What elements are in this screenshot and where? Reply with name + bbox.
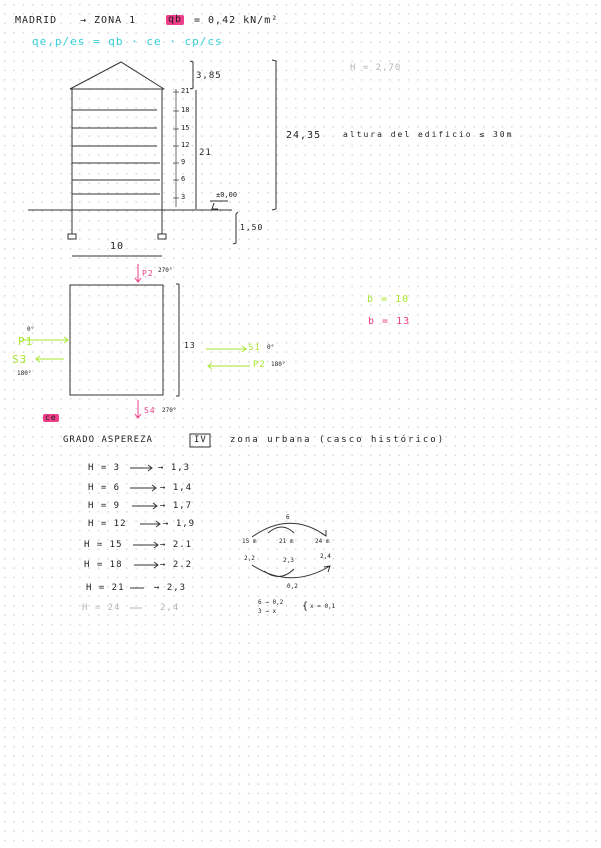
interp-2-4: 2,4 — [320, 553, 331, 560]
s3-arrow — [36, 356, 64, 362]
storey-mark-18: 18 — [181, 106, 190, 114]
interp-21m: 21 m — [279, 538, 294, 545]
interp-15m: 15 m — [242, 538, 257, 545]
pa-arrow — [208, 363, 250, 369]
roof-outline — [70, 62, 164, 89]
pa-label: P2 — [253, 360, 266, 370]
p2-label: P2 — [142, 269, 154, 278]
ce-row-v-3: → 1,3 — [158, 463, 191, 473]
height-note: altura del edificio ≤ 30m — [343, 130, 514, 139]
qb-value: = 0,42 kN/m² — [194, 15, 279, 26]
eave-height-label: 21 — [199, 148, 212, 158]
ce-row-h-12: H = 12 — [88, 519, 127, 529]
roof-height-label: 3,85 — [196, 71, 222, 81]
plan-rectangle — [70, 285, 163, 395]
total-height-label: 24,35 — [286, 130, 322, 141]
ce-tag: ce — [45, 413, 57, 422]
b-value-10: b = 10 — [367, 294, 410, 305]
interp-2-2: 2,2 — [244, 555, 255, 562]
p1-angle: 0° — [27, 326, 35, 333]
interp-eq2: 3 → x — [258, 608, 277, 615]
s1-label: S1 — [248, 343, 261, 353]
ce-row-v-21: → 2,3 — [154, 583, 187, 593]
storey-mark-3: 3 — [181, 193, 186, 201]
interp-2-3: 2,3 — [283, 557, 294, 564]
s3-label: S3 — [12, 353, 28, 366]
ce-row-h-9: H = 9 — [88, 501, 121, 511]
storey-mark-15: 15 — [181, 124, 190, 132]
ce-row-h-24: H = 24 — [82, 603, 121, 613]
storey-mark-9: 9 — [181, 158, 186, 166]
b-value-13: b = 13 — [368, 316, 411, 327]
storey-mark-6: 6 — [181, 175, 186, 183]
footing-left — [68, 234, 76, 239]
grado-aspereza-label: GRADO ASPEREZA — [63, 435, 153, 445]
ce-row-h-18: H = 18 — [84, 560, 123, 570]
ce-row-v-12: → 1,9 — [163, 519, 196, 529]
s4-angle: 270° — [162, 407, 177, 414]
p2-angle: 270° — [158, 267, 173, 274]
s1-arrow — [206, 346, 246, 352]
interp-eq1: 6 → 0,2 — [258, 599, 284, 606]
p2-arrow — [135, 264, 141, 282]
ce-row-h-6: H = 6 — [88, 483, 121, 493]
s4-arrow — [135, 400, 141, 418]
foundation-bracket — [233, 212, 238, 244]
ce-row-v-15: → 2.1 — [160, 540, 193, 550]
grado-value: IV — [194, 435, 207, 445]
interp-24m: 24 m — [315, 538, 330, 545]
interp-arc-top — [252, 523, 326, 537]
ce-row-h-3: H = 3 — [88, 463, 121, 473]
total-height-bracket — [272, 60, 276, 210]
s3-angle: 180° — [17, 370, 32, 377]
storey-mark-21: 21 — [181, 87, 190, 95]
ce-row-v-24: 2,4 — [160, 603, 180, 613]
s1-angle: 0° — [267, 344, 275, 351]
ce-row-v-18: → 2.2 — [160, 560, 193, 570]
ce-table-arrows — [130, 465, 160, 588]
interp-bottom: 0,2 — [287, 583, 298, 590]
p1-label: P1 — [18, 335, 34, 348]
width-label: 10 — [110, 241, 125, 252]
storey-mark-12: 12 — [181, 141, 190, 149]
interp-brace: { — [302, 601, 309, 612]
interp-result: x = 0,1 — [310, 603, 336, 610]
wind-pressure-formula: qe,p/es = qb · ce · cp/cs — [32, 35, 223, 48]
ce-row-v-9: → 1,7 — [160, 501, 193, 511]
roof-height-bracket — [190, 61, 193, 89]
ce-row-h-21: H = 21 — [86, 583, 125, 593]
foundation-depth-label: 1,50 — [240, 223, 264, 232]
zona-urbana-text: zona urbana (casco histórico) — [230, 435, 446, 445]
ce-row-h-15: H = 15 — [84, 540, 123, 550]
plan-depth-label: 13 — [184, 341, 196, 350]
s4-label: S4 — [144, 406, 156, 415]
footing-right — [158, 234, 166, 239]
interp-top: 6 — [286, 514, 290, 521]
ground-level-label: ±0,00 — [216, 191, 238, 199]
zona-label: → ZONA 1 — [80, 15, 137, 26]
city-label: MADRID — [15, 15, 58, 26]
floor-lines — [72, 110, 160, 194]
ce-row-v-6: → 1,4 — [160, 483, 193, 493]
qb-symbol: qb — [168, 14, 183, 25]
h-value-label: H = 2,70 — [350, 63, 402, 73]
pa-angle: 180° — [271, 361, 286, 368]
